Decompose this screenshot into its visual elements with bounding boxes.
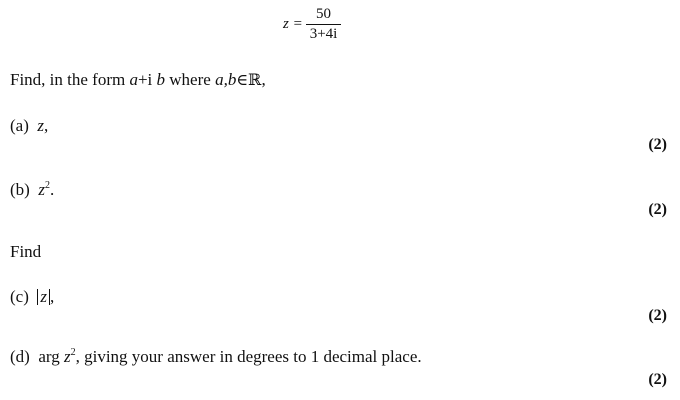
part-d-power: 2 xyxy=(70,347,76,358)
part-d-text: , giving your answer in degrees to 1 decimal place. xyxy=(75,347,422,366)
fraction xyxy=(306,6,342,43)
equation-z xyxy=(283,6,341,43)
find-heading: Find xyxy=(10,242,42,261)
part-d-expr: z xyxy=(63,347,71,366)
form-plus-i: +i xyxy=(137,70,153,89)
part-d xyxy=(10,347,422,367)
fraction-numerator: 50 xyxy=(316,6,332,22)
form-a: a xyxy=(129,70,138,89)
instruction-text: Find, in the form xyxy=(10,70,126,89)
instruction-vars: a,b xyxy=(215,70,237,89)
form-b: b xyxy=(156,70,166,89)
part-b-power: 2 xyxy=(44,180,50,191)
instruction-where: where xyxy=(169,70,211,89)
element-of-symbol: ∈ xyxy=(236,70,249,89)
part-c-label: (c) xyxy=(10,287,29,306)
part-a-label: (a) xyxy=(10,116,29,135)
reals-symbol: ℝ xyxy=(248,70,262,89)
part-a-marks: (2) xyxy=(648,136,667,153)
part-a-expr: z xyxy=(37,116,44,135)
part-d-marks: (2) xyxy=(648,371,667,388)
equation-lhs: z = xyxy=(283,16,303,32)
part-b xyxy=(10,180,54,200)
modulus-z xyxy=(37,289,50,305)
part-a xyxy=(10,116,48,136)
part-d-label: (d) xyxy=(10,347,30,366)
part-c-marks: (2) xyxy=(648,307,667,324)
instruction-trail: , xyxy=(261,70,266,89)
part-c-expr: z xyxy=(40,287,47,306)
part-b-marks: (2) xyxy=(648,201,667,218)
part-a-trail: , xyxy=(44,116,49,135)
part-c-trail: , xyxy=(50,287,55,306)
part-c xyxy=(10,287,54,307)
part-b-expr: z xyxy=(38,180,45,199)
fraction-denominator: 3+4i xyxy=(306,24,342,43)
instruction-line xyxy=(10,70,266,90)
part-b-trail: . xyxy=(49,180,55,199)
part-b-label: (b) xyxy=(10,180,30,199)
part-d-arg: arg xyxy=(38,347,60,366)
